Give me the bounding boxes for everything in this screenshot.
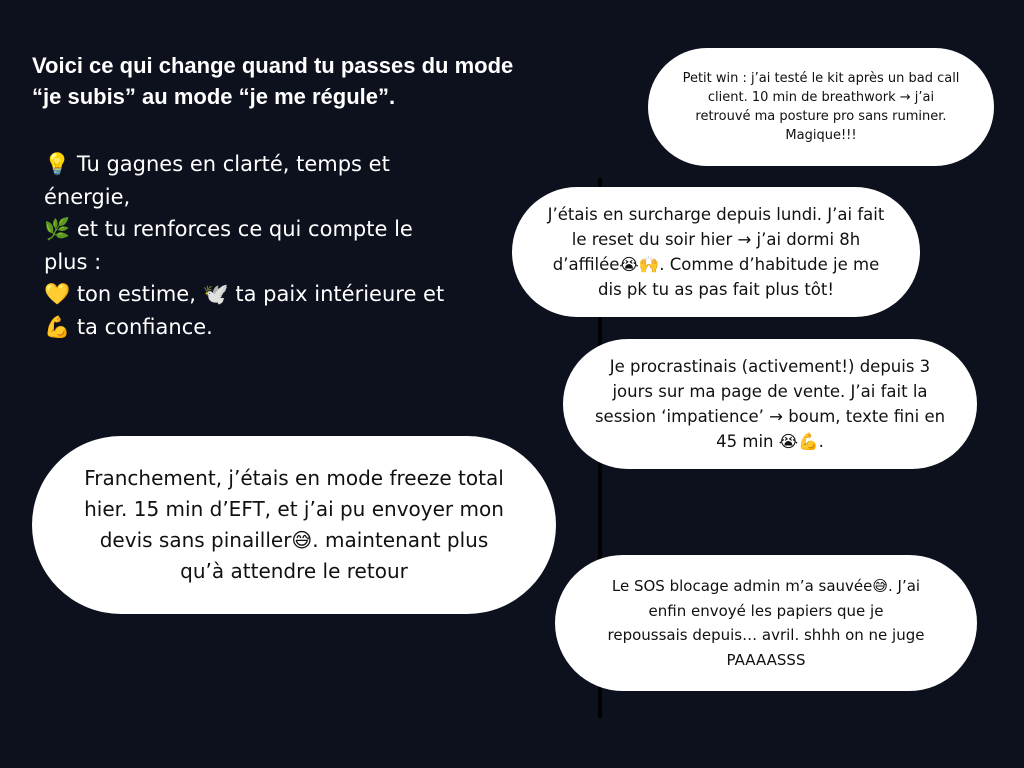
testimonial-2-line-3: d’affilée😭🙌. Comme d’habitude je me xyxy=(552,255,880,274)
testimonial-bubble-impatience xyxy=(563,339,977,469)
testimonial-5-line-2: enfin envoyé les papiers que je xyxy=(648,601,884,620)
testimonial-1-line-1: Petit win : j’ai testé le kit après un bad call xyxy=(682,71,960,86)
benefit-line-3: 🌿 et tu renforces ce qui compte le xyxy=(44,217,413,241)
testimonial-bubble-reset xyxy=(512,187,920,317)
testimonial-1-line-2: client. 10 min de breathwork → j’ai xyxy=(707,90,935,105)
testimonial-3-line-2: jours sur ma page de vente. J’ai fait la xyxy=(612,382,928,401)
testimonial-5-line-1: Le SOS blocage admin m’a sauvée😅. J’ai xyxy=(611,577,921,595)
benefit-line-4: plus : xyxy=(44,249,102,274)
testimonial-4-line-2: hier. 15 min d’EFT, et j’ai pu envoyer mon xyxy=(84,497,504,521)
testimonial-2-line-4: dis pk tu as pas fait plus tôt! xyxy=(598,280,834,299)
testimonial-bubble-sos-admin xyxy=(555,555,977,691)
testimonial-bubble-breathwork xyxy=(648,48,994,166)
testimonial-3-line-1: Je procrastinais (activement!) depuis 3 xyxy=(609,357,931,376)
benefit-line-2: énergie, xyxy=(44,184,131,209)
benefits-list xyxy=(44,148,464,343)
testimonial-4-line-1: Franchement, j’étais en mode freeze total xyxy=(84,466,504,490)
headline xyxy=(32,50,552,112)
testimonial-5-line-3: repoussais depuis… avril. shhh on ne juge xyxy=(607,626,925,644)
headline-line-1: Voici ce qui change quand tu passes du mode xyxy=(32,53,514,78)
testimonial-3-line-3: session ‘impatience’ → boum, texte fini en xyxy=(594,407,946,426)
benefit-line-1: 💡 Tu gagnes en clarté, temps et xyxy=(44,152,390,176)
testimonial-bubble-eft xyxy=(32,436,556,614)
testimonial-1-line-4: Magique!!! xyxy=(785,128,857,143)
testimonial-3-line-4: 45 min 😭💪. xyxy=(716,432,824,451)
testimonial-4-line-4: qu’à attendre le retour xyxy=(180,559,408,583)
benefit-line-6: 💪 ta confiance. xyxy=(44,314,213,339)
testimonial-2-line-2: le reset du soir hier → j’ai dormi 8h xyxy=(571,230,861,249)
testimonial-5-line-4: PAAAASSS xyxy=(726,650,806,669)
testimonial-2-line-1: J’étais en surcharge depuis lundi. J’ai fait xyxy=(547,205,885,224)
testimonial-1-line-3: retrouvé ma posture pro sans ruminer. xyxy=(695,109,947,124)
headline-line-2: “je subis” au mode “je me régule”. xyxy=(32,84,396,109)
benefit-line-5: 💛 ton estime, 🕊️ ta paix intérieure et xyxy=(44,282,445,306)
testimonial-4-line-3: devis sans pinailler😅. maintenant plus xyxy=(99,528,489,552)
